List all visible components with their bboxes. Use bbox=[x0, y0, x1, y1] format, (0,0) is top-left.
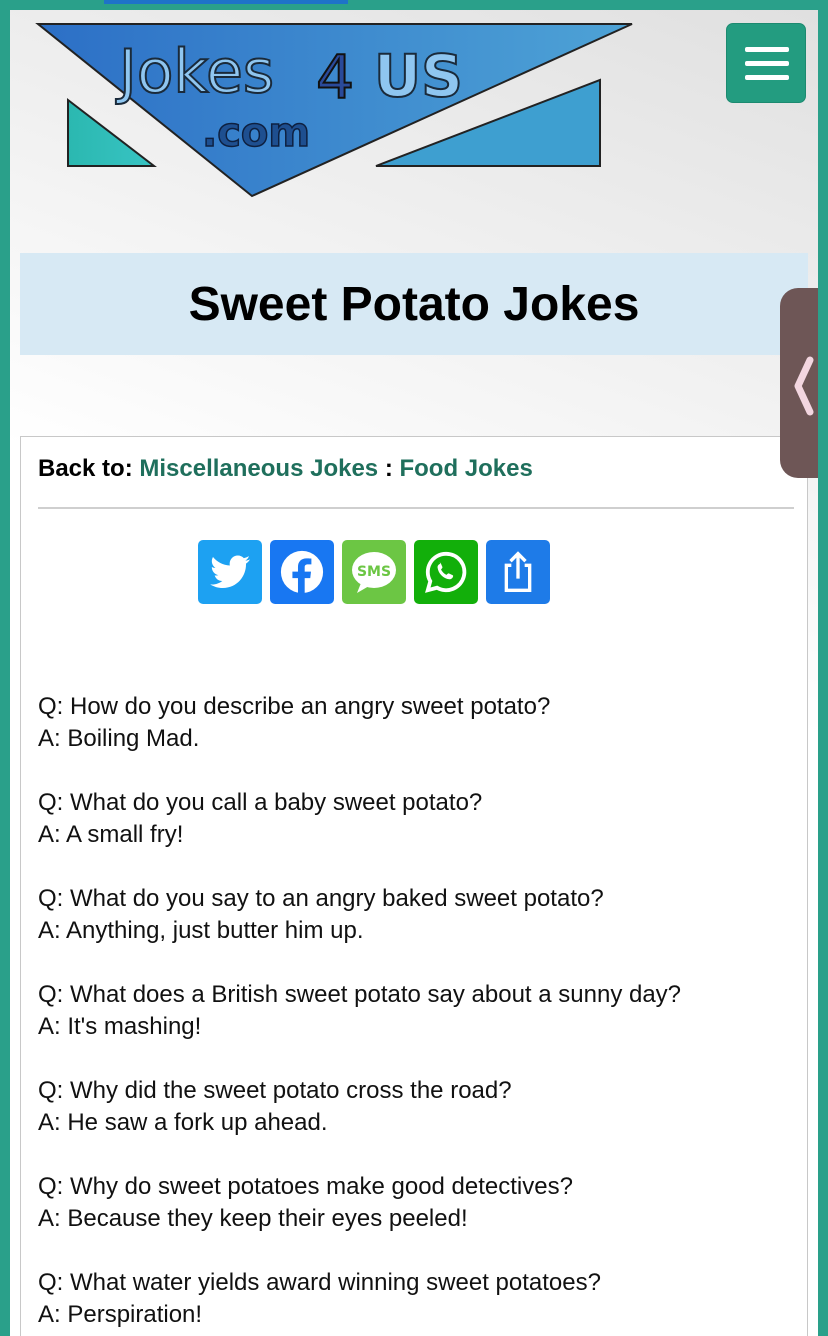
page bbox=[10, 10, 818, 1336]
twitter-icon bbox=[210, 555, 250, 589]
sms-icon bbox=[349, 549, 399, 595]
divider bbox=[38, 507, 794, 509]
joke-question: Q: How do you describe an angry sweet potato? bbox=[38, 693, 551, 720]
breadcrumb bbox=[38, 455, 533, 483]
joke-answer: A: Because they keep their eyes peeled! bbox=[38, 1205, 468, 1232]
joke-item bbox=[38, 787, 798, 851]
joke-question: Q: What do you call a baby sweet potato? bbox=[38, 789, 483, 816]
menu-bar bbox=[745, 75, 789, 80]
breadcrumb-link-food[interactable]: Food Jokes bbox=[399, 455, 533, 482]
logo-graphic bbox=[34, 18, 644, 208]
joke-question: Q: What do you say to an angry baked sweet potato? bbox=[38, 885, 604, 912]
generic-share-button[interactable] bbox=[486, 540, 550, 604]
logo-text-com: .com bbox=[202, 110, 311, 156]
logo-text-us: US bbox=[374, 42, 463, 110]
facebook-icon bbox=[279, 549, 325, 595]
twitter-share-button[interactable] bbox=[198, 540, 262, 604]
whatsapp-share-button[interactable] bbox=[414, 540, 478, 604]
jokes-content-panel bbox=[20, 436, 808, 1336]
side-drawer-tab[interactable] bbox=[780, 288, 818, 478]
share-icon bbox=[498, 550, 538, 594]
chevron-left-icon bbox=[790, 356, 816, 416]
joke-answer: A: Anything, just butter him up. bbox=[38, 917, 364, 944]
sms-label: SMS bbox=[356, 564, 392, 580]
page-title-banner bbox=[20, 253, 808, 355]
joke-question: Q: What water yields award winning sweet potatoes? bbox=[38, 1269, 601, 1296]
joke-question: Q: What does a British sweet potato say about a sunny day? bbox=[38, 981, 682, 1008]
breadcrumb-link-miscellaneous[interactable]: Miscellaneous Jokes bbox=[139, 455, 379, 482]
joke-item bbox=[38, 1075, 798, 1139]
top-accent-bar bbox=[104, 0, 348, 4]
facebook-share-button[interactable] bbox=[270, 540, 334, 604]
share-buttons bbox=[198, 540, 550, 604]
logo-text-four: 4 bbox=[316, 43, 355, 113]
breadcrumb-separator: : bbox=[384, 455, 393, 482]
sms-share-button[interactable] bbox=[342, 540, 406, 604]
joke-answer: A: It's mashing! bbox=[38, 1013, 202, 1040]
whatsapp-icon bbox=[423, 549, 469, 595]
joke-question: Q: Why do sweet potatoes make good detectives? bbox=[38, 1173, 573, 1200]
menu-bar bbox=[745, 47, 789, 52]
jokes-list bbox=[38, 691, 798, 1336]
joke-item bbox=[38, 1267, 798, 1331]
joke-answer: A: Boiling Mad. bbox=[38, 725, 200, 752]
logo-text-jokes: Jokes bbox=[119, 37, 275, 107]
page-title: Sweet Potato Jokes bbox=[188, 277, 640, 331]
joke-answer: A: A small fry! bbox=[38, 821, 184, 848]
site-logo[interactable] bbox=[34, 18, 644, 208]
hamburger-menu-icon[interactable] bbox=[726, 23, 806, 103]
joke-question: Q: Why did the sweet potato cross the road? bbox=[38, 1077, 512, 1104]
joke-item bbox=[38, 691, 798, 755]
joke-answer: A: He saw a fork up ahead. bbox=[38, 1109, 328, 1136]
joke-item bbox=[38, 883, 798, 947]
joke-item bbox=[38, 979, 798, 1043]
menu-bar bbox=[745, 61, 789, 66]
joke-item bbox=[38, 1171, 798, 1235]
joke-answer: A: Perspiration! bbox=[38, 1301, 203, 1328]
breadcrumb-prefix: Back to: bbox=[38, 455, 133, 482]
